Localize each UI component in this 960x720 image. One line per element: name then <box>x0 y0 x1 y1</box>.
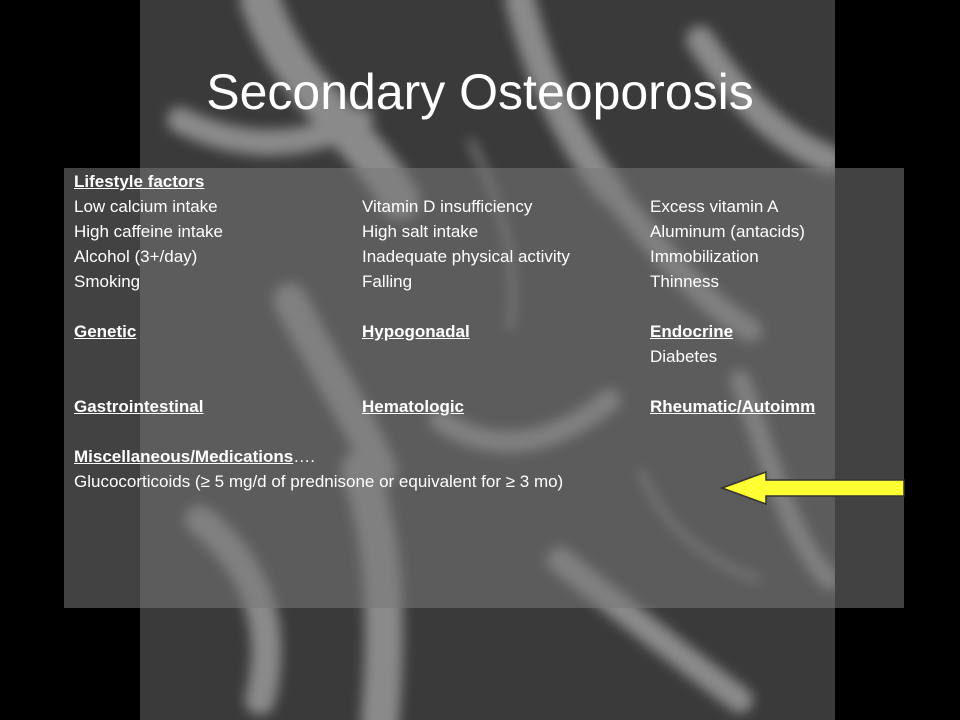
endocrine-heading: Endocrine <box>650 322 734 341</box>
misc-heading-line <box>74 447 315 467</box>
slide-title: Secondary Osteoporosis <box>206 64 754 120</box>
lifestyle-heading: Lifestyle factors <box>74 172 205 191</box>
lifestyle-item: Aluminum (antacids) <box>650 222 805 241</box>
lifestyle-item: Smoking <box>74 272 141 291</box>
lifestyle-item: Vitamin D insufficiency <box>362 197 533 216</box>
lifestyle-item: Low calcium intake <box>74 197 218 216</box>
content-panel <box>64 168 904 608</box>
glucocorticoids-text: Glucocorticoids (≥ 5 mg/d of prednisone or equivalent for ≥ 3 mo) <box>74 472 564 491</box>
gastrointestinal-heading: Gastrointestinal <box>74 397 204 416</box>
left-arrow-icon <box>720 470 910 510</box>
misc-ellipsis: …. <box>293 447 315 466</box>
lifestyle-item: Inadequate physical activity <box>362 247 570 266</box>
lifestyle-item: High caffeine intake <box>74 222 224 241</box>
lifestyle-item: Falling <box>362 272 413 291</box>
lifestyle-item: Immobilization <box>650 247 759 266</box>
genetic-heading: Genetic <box>74 322 137 341</box>
lifestyle-item: High salt intake <box>362 222 479 241</box>
lifestyle-item: Thinness <box>650 272 719 291</box>
rheumatic-heading: Rheumatic/Autoimm <box>650 397 816 416</box>
hypogonadal-heading: Hypogonadal <box>362 322 470 341</box>
lifestyle-item: Alcohol (3+/day) <box>74 247 198 266</box>
endocrine-item: Diabetes <box>650 347 718 366</box>
misc-heading: Miscellaneous/Medications <box>74 447 294 466</box>
lifestyle-item: Excess vitamin A <box>650 197 779 216</box>
hematologic-heading: Hematologic <box>362 397 465 416</box>
